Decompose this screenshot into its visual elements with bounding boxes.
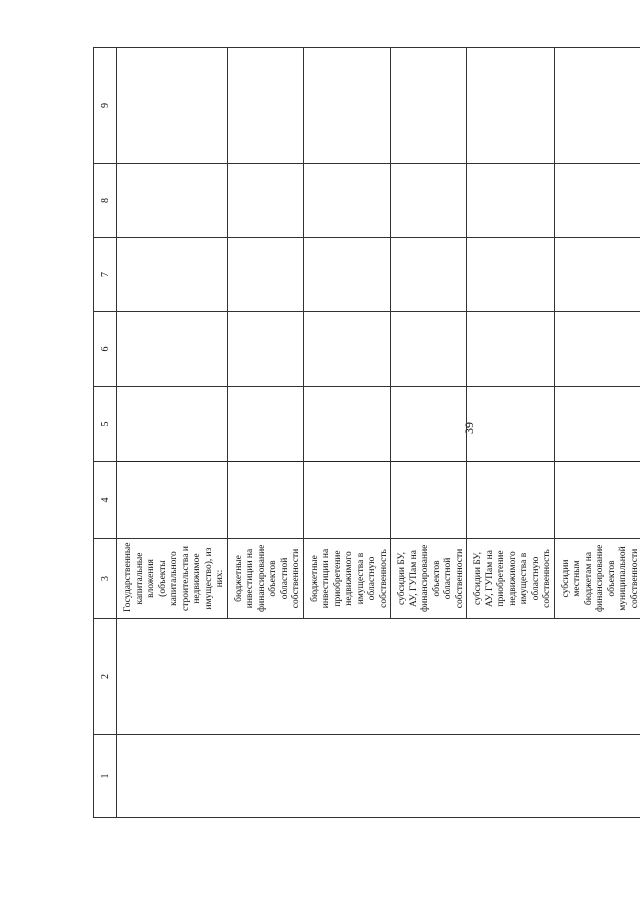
cell-col8: [391, 164, 467, 238]
cell-col9: [467, 48, 555, 164]
cell-col9: [227, 48, 303, 164]
cell-col7: [391, 238, 467, 312]
header-row: [94, 48, 117, 818]
cell-col2: [117, 619, 640, 735]
row-label: субсидии БУ, АУ, ГУПам на финансирование объектов областной собственности: [391, 539, 467, 619]
cell-col5: [554, 387, 640, 462]
cell-col6: [117, 312, 228, 387]
cell-col7: [227, 238, 303, 312]
cell-col6: [227, 312, 303, 387]
cell-col5: [467, 387, 555, 462]
col-header-2: 2: [94, 619, 117, 735]
col-header-6: 6: [94, 312, 117, 387]
table-grid: [93, 47, 640, 818]
page-number: 39: [462, 422, 476, 434]
data-table: [93, 48, 640, 818]
col-header-9: 9: [94, 48, 117, 164]
cell-col4: [391, 462, 467, 539]
row-label: бюджетные инвестиции на приобретение недвижимого имущества в областную собственность: [303, 539, 391, 619]
row-label: субсидии местным бюджетам на финансирование объектов муниципальной собственности: [554, 539, 640, 619]
table-row: [117, 48, 228, 818]
cell-col9: [554, 48, 640, 164]
cell-col4: [303, 462, 391, 539]
cell-col6: [467, 312, 555, 387]
col-header-3: 3: [94, 539, 117, 619]
cell-col7: [467, 238, 555, 312]
cell-col9: [117, 48, 228, 164]
cell-col5: [117, 387, 228, 462]
cell-col4: [467, 462, 555, 539]
cell-col4: [554, 462, 640, 539]
cell-col8: [117, 164, 228, 238]
cell-col8: [227, 164, 303, 238]
cell-col9: [303, 48, 391, 164]
cell-col4: [117, 462, 228, 539]
row-label: бюджетные инвестиции на финансирование объектов областной собственности: [227, 539, 303, 619]
cell-col8: [303, 164, 391, 238]
cell-col8: [467, 164, 555, 238]
col-header-7: 7: [94, 238, 117, 312]
cell-col7: [554, 238, 640, 312]
cell-col7: [303, 238, 391, 312]
col-header-8: 8: [94, 164, 117, 238]
row-label: Государственные капитальные вложения (объекты капитального строительства и недвижимое имущество), из них:: [117, 539, 228, 619]
col-header-5: 5: [94, 387, 117, 462]
cell-col5: [391, 387, 467, 462]
cell-col6: [391, 312, 467, 387]
cell-col8: [554, 164, 640, 238]
cell-col6: [303, 312, 391, 387]
cell-col1: [117, 735, 640, 818]
row-label: субсидии БУ, АУ, ГУПам на приобретение недвижимого имущества в областную собственность: [467, 539, 555, 619]
cell-col5: [227, 387, 303, 462]
cell-col9: [391, 48, 467, 164]
cell-col5: [303, 387, 391, 462]
cell-col7: [117, 238, 228, 312]
col-header-1: 1: [94, 735, 117, 818]
cell-col6: [554, 312, 640, 387]
cell-col4: [227, 462, 303, 539]
col-header-4: 4: [94, 462, 117, 539]
